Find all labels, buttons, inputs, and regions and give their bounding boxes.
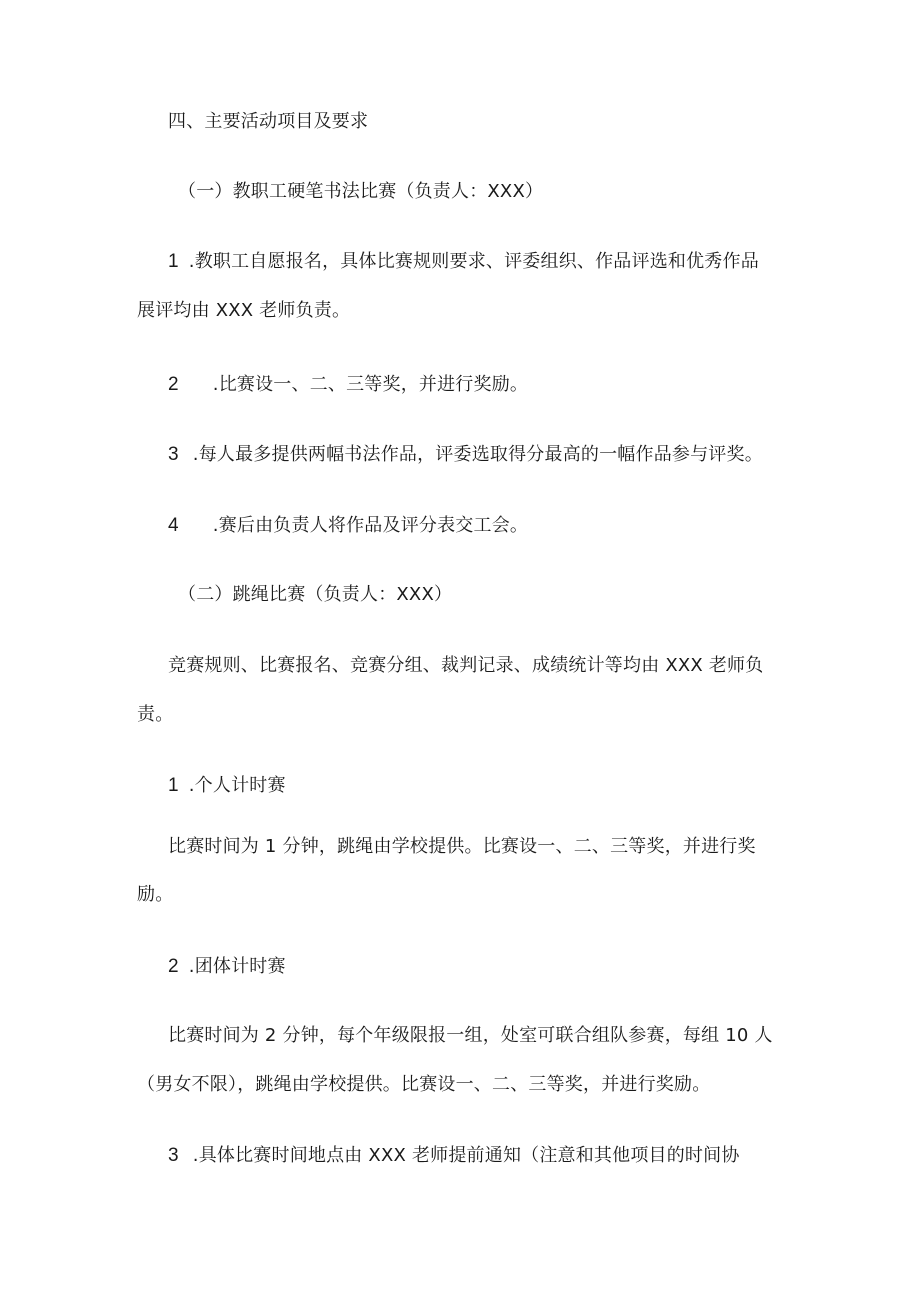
item-number: 2 <box>168 956 179 977</box>
rope-skipping-intro-continued: 责。 <box>137 704 174 725</box>
item-2-1-description-continued: 励。 <box>137 884 174 905</box>
subsection-title-rope-skipping: （二）跳绳比赛（负责人：XXX） <box>178 584 453 605</box>
item-number: 1 <box>168 251 179 272</box>
item-1-1-continued: 展评均由 XXX 老师负责。 <box>137 300 351 321</box>
item-1-3 <box>168 443 763 467</box>
item-text: .教职工自愿报名，具体比赛规则要求、评委组织、作品评选和优秀作品 <box>188 251 759 272</box>
item-2-1-description: 比赛时间为 1 分钟，跳绳由学校提供。比赛设一、二、三等奖，并进行奖 <box>168 836 756 857</box>
item-2-1 <box>168 774 286 798</box>
item-1-4 <box>168 514 528 538</box>
item-2-3 <box>168 1144 740 1168</box>
item-text: .每人最多提供两幅书法作品，评委选取得分最高的一幅作品参与评奖。 <box>192 444 763 465</box>
item-1-2 <box>168 373 528 397</box>
item-number: 1 <box>168 775 179 796</box>
item-text: .具体比赛时间地点由 XXX 老师提前通知（注意和其他项目的时间协 <box>192 1145 740 1166</box>
item-2-2-description-continued: （男女不限），跳绳由学校提供。比赛设一、二、三等奖，并进行奖励。 <box>137 1074 711 1095</box>
item-number: 3 <box>168 444 179 465</box>
item-2-2 <box>168 955 286 979</box>
subsection-title-calligraphy: （一）教职工硬笔书法比赛（负责人：XXX） <box>178 181 544 202</box>
rope-skipping-intro: 竞赛规则、比赛报名、竞赛分组、裁判记录、成绩统计等均由 XXX 老师负 <box>168 655 764 676</box>
item-number: 4 <box>168 515 179 536</box>
section-title: 四、主要活动项目及要求 <box>168 111 369 132</box>
item-2-2-description: 比赛时间为 2 分钟，每个年级限报一组，处室可联合组队参赛，每组 10 人 <box>168 1025 773 1046</box>
item-title: .团体计时赛 <box>188 956 286 977</box>
item-number: 3 <box>168 1145 179 1166</box>
item-1-1 <box>168 250 759 274</box>
item-text: .赛后由负责人将作品及评分表交工会。 <box>212 515 529 536</box>
item-number: 2 <box>168 374 179 395</box>
item-text: .比赛设一、二、三等奖，并进行奖励。 <box>212 374 529 395</box>
item-title: .个人计时赛 <box>188 775 286 796</box>
